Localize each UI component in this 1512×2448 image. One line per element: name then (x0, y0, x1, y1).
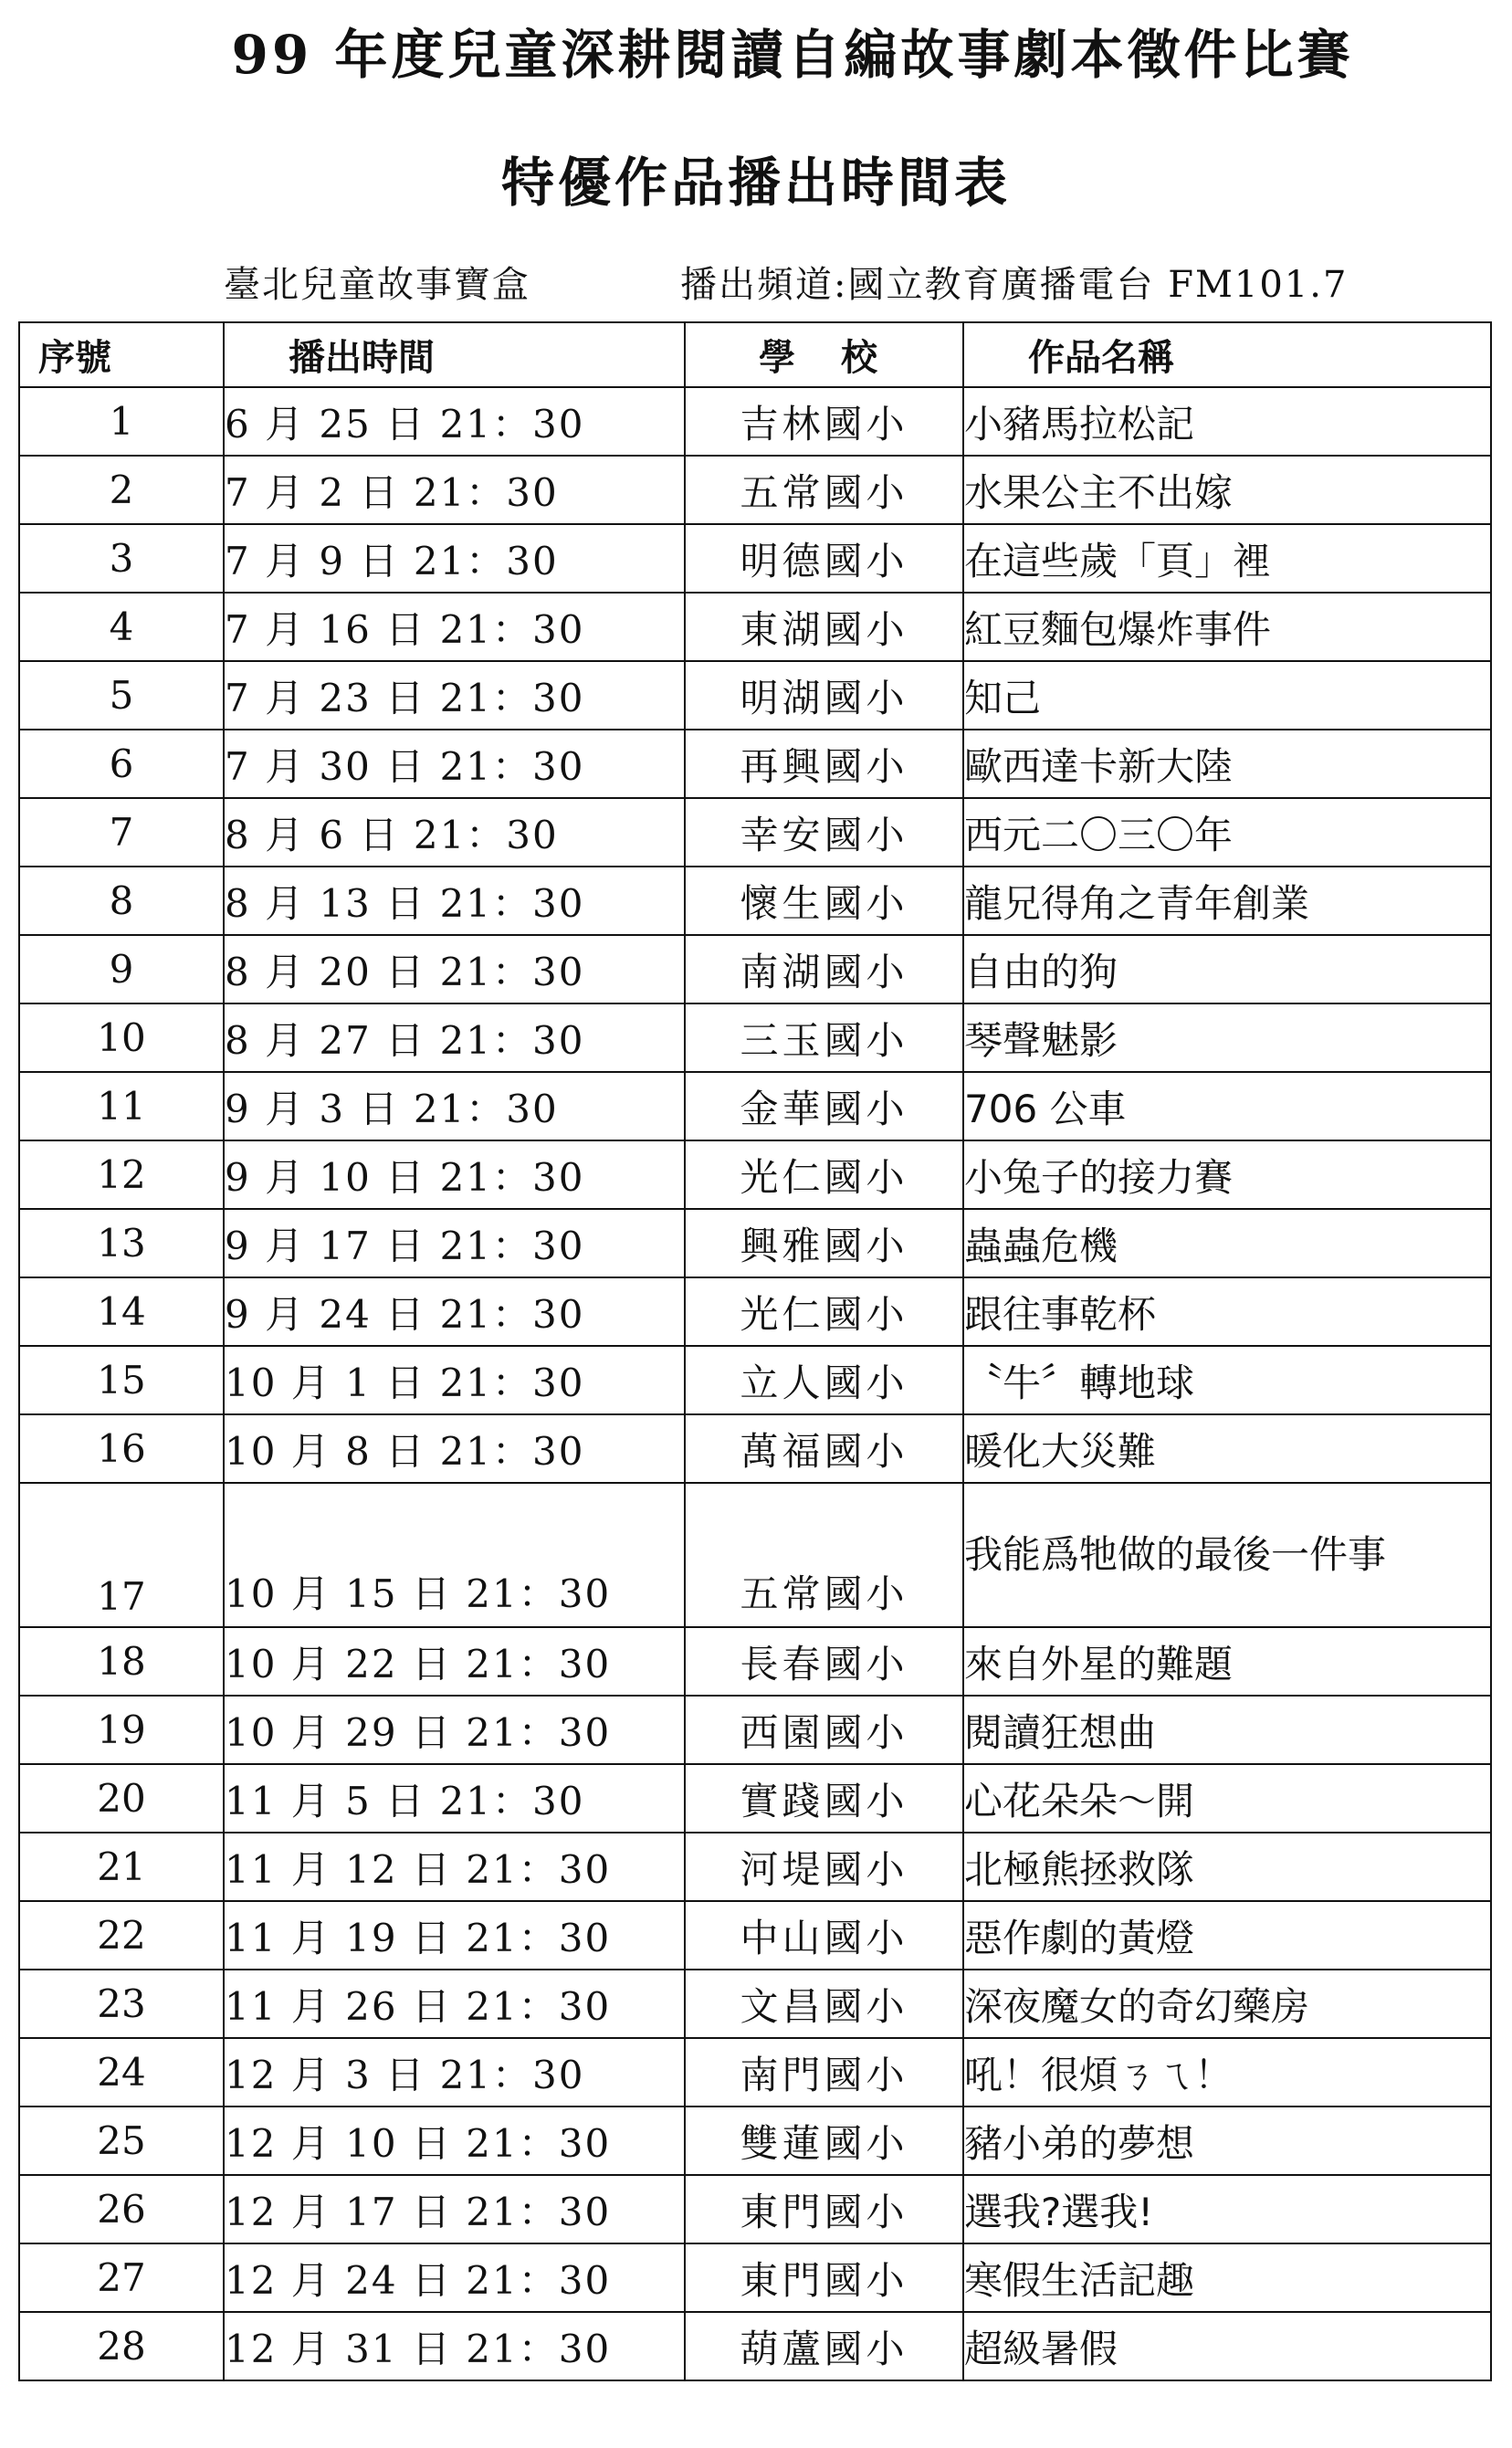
table-row (19, 2175, 1491, 2243)
row-school: 三玉國小 (685, 1003, 963, 1072)
row-seq: 6 (19, 730, 224, 798)
column-header-title: 作品名稱 (963, 322, 1491, 387)
row-seq: 22 (19, 1901, 224, 1970)
row-broadcast-time: 8 月 20 日 21：30 (224, 935, 685, 1003)
table-row (19, 1414, 1491, 1483)
row-work-title: 歐西達卡新大陸 (963, 730, 1491, 798)
row-broadcast-time: 12 月 24 日 21：30 (224, 2243, 685, 2312)
row-work-title: 在這些歲「頁」裡 (963, 524, 1491, 593)
row-broadcast-time: 9 月 24 日 21：30 (224, 1277, 685, 1346)
table-row (19, 1696, 1491, 1764)
row-school: 萬福國小 (685, 1414, 963, 1483)
column-header-seq: 序號 (19, 322, 224, 387)
table-row (19, 867, 1491, 935)
row-work-title: 水果公主不出嫁 (963, 456, 1491, 524)
row-work-title: 706 公車 (963, 1072, 1491, 1140)
row-school: 光仁國小 (685, 1140, 963, 1209)
table-row (19, 593, 1491, 661)
row-work-title: 豬小弟的夢想 (963, 2107, 1491, 2175)
row-broadcast-time: 10 月 1 日 21：30 (224, 1346, 685, 1414)
row-work-title: 北極熊拯救隊 (963, 1833, 1491, 1901)
row-work-title: 自由的狗 (963, 935, 1491, 1003)
row-broadcast-time: 11 月 12 日 21：30 (224, 1833, 685, 1901)
table-row (19, 1072, 1491, 1140)
row-seq: 18 (19, 1627, 224, 1696)
row-school: 立人國小 (685, 1346, 963, 1414)
table-row (19, 661, 1491, 730)
row-broadcast-time: 8 月 27 日 21：30 (224, 1003, 685, 1072)
row-school: 中山國小 (685, 1901, 963, 1970)
row-broadcast-time: 12 月 31 日 21：30 (224, 2312, 685, 2380)
row-work-title: 閱讀狂想曲 (963, 1696, 1491, 1764)
row-broadcast-time: 10 月 8 日 21：30 (224, 1414, 685, 1483)
table-row (19, 730, 1491, 798)
row-work-title: 惡作劇的黃燈 (963, 1901, 1491, 1970)
row-work-title: 超級暑假 (963, 2312, 1491, 2380)
row-work-title: 暖化大災難 (963, 1414, 1491, 1483)
row-work-title: 深夜魔女的奇幻藥房 (963, 1970, 1491, 2038)
table-row (19, 1003, 1491, 1072)
table-row (19, 798, 1491, 867)
row-broadcast-time: 7 月 23 日 21：30 (224, 661, 685, 730)
row-school: 光仁國小 (685, 1277, 963, 1346)
row-school: 興雅國小 (685, 1209, 963, 1277)
row-seq: 9 (19, 935, 224, 1003)
row-broadcast-time: 11 月 19 日 21：30 (224, 1901, 685, 1970)
row-school: 文昌國小 (685, 1970, 963, 2038)
row-broadcast-time: 9 月 10 日 21：30 (224, 1140, 685, 1209)
row-school: 幸安國小 (685, 798, 963, 867)
row-seq: 12 (19, 1140, 224, 1209)
table-row (19, 1209, 1491, 1277)
row-seq: 10 (19, 1003, 224, 1072)
row-seq: 15 (19, 1346, 224, 1414)
row-seq: 25 (19, 2107, 224, 2175)
row-school: 長春國小 (685, 1627, 963, 1696)
row-school: 五常國小 (685, 1483, 963, 1627)
table-row (19, 387, 1491, 456)
row-work-title: 西元二〇三〇年 (963, 798, 1491, 867)
row-seq: 1 (19, 387, 224, 456)
row-seq: 13 (19, 1209, 224, 1277)
row-seq: 19 (19, 1696, 224, 1764)
row-broadcast-time: 10 月 22 日 21：30 (224, 1627, 685, 1696)
table-row (19, 2107, 1491, 2175)
row-school: 金華國小 (685, 1072, 963, 1140)
row-work-title: 蟲蟲危機 (963, 1209, 1491, 1277)
row-broadcast-time: 11 月 5 日 21：30 (224, 1764, 685, 1833)
row-work-title: 選我?選我! (963, 2175, 1491, 2243)
row-seq: 4 (19, 593, 224, 661)
column-header-school: 學校 (685, 322, 963, 387)
table-row (19, 1483, 1491, 1627)
table-row (19, 1833, 1491, 1901)
table-row (19, 1277, 1491, 1346)
row-school: 東門國小 (685, 2243, 963, 2312)
row-school: 五常國小 (685, 456, 963, 524)
table-row (19, 1346, 1491, 1414)
row-work-title: 琴聲魅影 (963, 1003, 1491, 1072)
row-school: 東湖國小 (685, 593, 963, 661)
row-broadcast-time: 10 月 29 日 21：30 (224, 1696, 685, 1764)
row-school: 東門國小 (685, 2175, 963, 2243)
table-row (19, 1970, 1491, 2038)
table-row (19, 524, 1491, 593)
row-work-title: 跟往事乾杯 (963, 1277, 1491, 1346)
table-row (19, 1627, 1491, 1696)
row-seq: 23 (19, 1970, 224, 2038)
table-row (19, 2312, 1491, 2380)
row-work-title: 知己 (963, 661, 1491, 730)
row-seq: 21 (19, 1833, 224, 1901)
schedule-rows (19, 387, 1491, 2380)
row-school: 南湖國小 (685, 935, 963, 1003)
table-row (19, 2243, 1491, 2312)
row-school: 西園國小 (685, 1696, 963, 1764)
table-row (19, 2038, 1491, 2107)
row-seq: 8 (19, 867, 224, 935)
row-school: 明德國小 (685, 524, 963, 593)
row-broadcast-time: 9 月 17 日 21：30 (224, 1209, 685, 1277)
row-school: 再興國小 (685, 730, 963, 798)
row-work-title: 〝牛〞轉地球 (963, 1346, 1491, 1414)
row-broadcast-time: 8 月 6 日 21：30 (224, 798, 685, 867)
row-school: 南門國小 (685, 2038, 963, 2107)
row-seq: 27 (19, 2243, 224, 2312)
row-broadcast-time: 10 月 15 日 21：30 (224, 1483, 685, 1627)
row-school: 雙蓮國小 (685, 2107, 963, 2175)
row-seq: 5 (19, 661, 224, 730)
row-school: 吉林國小 (685, 387, 963, 456)
program-name: 臺北兒童故事寶盒 (224, 264, 530, 306)
row-seq: 26 (19, 2175, 224, 2243)
row-broadcast-time: 12 月 17 日 21：30 (224, 2175, 685, 2243)
table-row (19, 1140, 1491, 1209)
row-broadcast-time: 12 月 3 日 21：30 (224, 2038, 685, 2107)
row-broadcast-time: 6 月 25 日 21：30 (224, 387, 685, 456)
table-header-row (19, 322, 1491, 387)
row-seq: 17 (19, 1483, 224, 1627)
row-seq: 11 (19, 1072, 224, 1140)
schedule-table (18, 321, 1492, 2381)
row-broadcast-time: 8 月 13 日 21：30 (224, 867, 685, 935)
broadcast-channel: 播出頻道:國立教育廣播電台 FM101.7 (680, 264, 1349, 306)
row-work-title: 心花朵朵～開 (963, 1764, 1491, 1833)
row-broadcast-time: 7 月 2 日 21：30 (224, 456, 685, 524)
row-work-title: 來自外星的難題 (963, 1627, 1491, 1696)
row-seq: 14 (19, 1277, 224, 1346)
row-seq: 24 (19, 2038, 224, 2107)
row-seq: 28 (19, 2312, 224, 2380)
table-row (19, 1901, 1491, 1970)
page-subtitle: 特優作品播出時間表 (500, 152, 1011, 214)
row-seq: 3 (19, 524, 224, 593)
row-school: 懷生國小 (685, 867, 963, 935)
row-school: 葫蘆國小 (685, 2312, 963, 2380)
row-broadcast-time: 9 月 3 日 21：30 (224, 1072, 685, 1140)
table-row (19, 456, 1491, 524)
row-seq: 16 (19, 1414, 224, 1483)
table-row (19, 1764, 1491, 1833)
table-row (19, 935, 1491, 1003)
row-broadcast-time: 7 月 30 日 21：30 (224, 730, 685, 798)
row-broadcast-time: 7 月 16 日 21：30 (224, 593, 685, 661)
row-school: 河堤國小 (685, 1833, 963, 1901)
row-work-title: 我能爲牠做的最後一件事 (963, 1483, 1491, 1627)
row-work-title: 寒假生活記趣 (963, 2243, 1491, 2312)
row-work-title: 吼！很煩ㄋㄟ！ (963, 2038, 1491, 2107)
row-seq: 7 (19, 798, 224, 867)
row-seq: 20 (19, 1764, 224, 1833)
row-work-title: 小豬馬拉松記 (963, 387, 1491, 456)
row-work-title: 龍兄得角之青年創業 (963, 867, 1491, 935)
page-title: 99 年度兒童深耕閱讀自編故事劇本徵件比賽 (231, 24, 1354, 86)
row-school: 實踐國小 (685, 1764, 963, 1833)
row-work-title: 小兔子的接力賽 (963, 1140, 1491, 1209)
row-work-title: 紅豆麵包爆炸事件 (963, 593, 1491, 661)
row-broadcast-time: 11 月 26 日 21：30 (224, 1970, 685, 2038)
row-broadcast-time: 7 月 9 日 21：30 (224, 524, 685, 593)
column-header-time: 播出時間 (224, 322, 685, 387)
row-broadcast-time: 12 月 10 日 21：30 (224, 2107, 685, 2175)
row-seq: 2 (19, 456, 224, 524)
row-school: 明湖國小 (685, 661, 963, 730)
